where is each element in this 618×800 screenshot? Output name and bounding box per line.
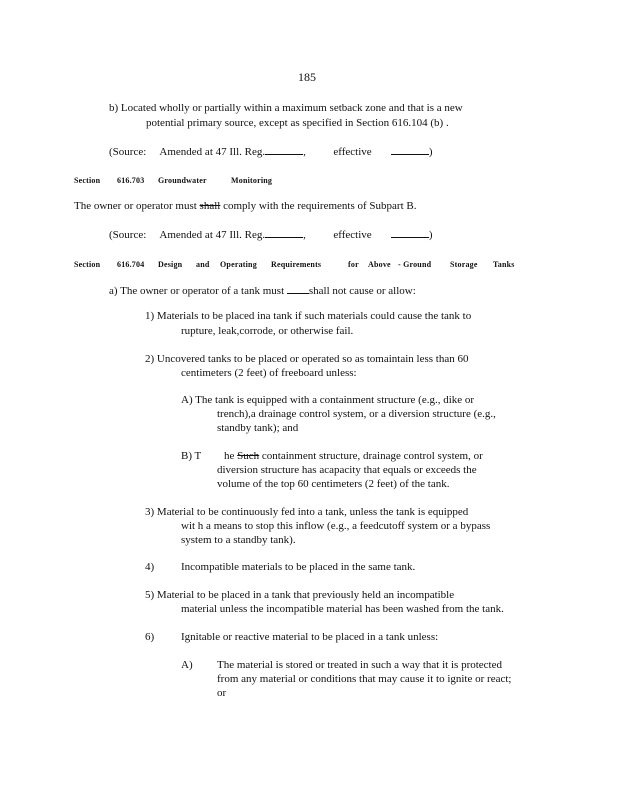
section-704-word-above: Above (368, 260, 391, 269)
source-effective: effective (333, 229, 372, 241)
section-704-word-and: and (196, 260, 210, 269)
effective-date-blank (391, 228, 429, 238)
section-704-word-operating: Operating (220, 260, 257, 269)
section-703-heading (74, 174, 100, 187)
item-4-text: Incompatible materials to be placed in the same tank. (181, 561, 416, 573)
item-5-line-2: material unless the incompatible material has been washed from the tank. (181, 603, 504, 615)
source-close: ) (428, 229, 433, 241)
effective-date-blank (391, 145, 429, 155)
source-label: (Source: (109, 229, 147, 241)
page-number: 185 (298, 70, 316, 84)
item-2-line-2: centimeters (2 feet) of freeboard unless: (181, 367, 357, 379)
source-amended: Amended at 47 Ill. Reg. (159, 229, 266, 241)
register-page-blank (265, 145, 303, 155)
insertion-blank (287, 284, 309, 294)
item-a-post: shall not cause or allow: (308, 285, 416, 297)
item-3-line-2: wit h a means to stop this inflow (e.g., a feedcutoff system or a bypass (181, 520, 491, 532)
section-703-text-pre: The owner or operator must (74, 200, 200, 212)
item-2a-line-1: A) The tank is equipped with a containment structure (e.g., dike or (181, 394, 475, 406)
item-2b-line-2: diversion structure has acapacity that equals or exceeds the (217, 464, 477, 476)
struck-word: shall (199, 200, 221, 212)
source-effective: effective (333, 146, 372, 158)
source-note-1 (109, 145, 433, 159)
section-703-text (74, 200, 416, 213)
source-note-2 (109, 228, 433, 242)
struck-word: Such (237, 450, 260, 462)
item-2b-line-1 (224, 450, 483, 463)
item-b-line-2: potential primary source, except as specified in Section 616.104 (b) . (146, 117, 449, 129)
item-1-line-1: 1) Materials to be placed ina tank if such materials could cause the tank to (145, 310, 472, 322)
source-amended: Amended at 47 Ill. Reg. (159, 146, 266, 158)
section-704-label: Section (74, 260, 101, 269)
section-704-word-requirements: Requirements (271, 260, 322, 269)
item-4-label: 4) (145, 561, 155, 573)
item-3-line-3: system to a standby tank). (181, 534, 296, 546)
item-2b-he: he (224, 450, 238, 462)
item-3-line-1: 3) Material to be continuously fed into a tank, unless the tank is equipped (145, 506, 469, 518)
section-704-word-design: Design (158, 260, 183, 269)
item-2b-line-1-rest: containment structure, drainage control system, or (259, 450, 483, 462)
item-2a-line-3: standby tank); and (217, 422, 299, 434)
section-704-word-storage: Storage (450, 260, 478, 269)
item-2-line-1: 2) Uncovered tanks to be placed or operated so as tomaintain less than 60 (145, 353, 469, 365)
item-6-text: Ignitable or reactive material to be placed in a tank unless: (181, 631, 439, 643)
item-6a-line-2: from any material or conditions that may cause it to ignite or react; (217, 673, 512, 685)
item-a-pre: a) The owner or operator of a tank must (109, 285, 285, 297)
item-a (109, 284, 416, 298)
source-comma: , (303, 229, 306, 241)
item-6a-label: A) (181, 659, 193, 671)
source-comma: , (303, 146, 306, 158)
section-703-title-2: Monitoring (231, 176, 273, 185)
section-703-number: 616.703 (117, 176, 145, 185)
section-703-title-1: Groundwater (158, 176, 207, 185)
item-b-line-1: b) Located wholly or partially within a maximum setback zone and that is a new (109, 102, 463, 114)
source-close: ) (428, 146, 433, 158)
section-704-word-ground: - Ground (398, 260, 432, 269)
item-2a-line-2: trench),a drainage control system, or a diversion structure (e.g., (217, 408, 496, 420)
item-6a-line-1: The material is stored or treated in such a way that it is protected (217, 659, 502, 671)
section-703-text-post: comply with the requirements of Subpart B. (220, 200, 417, 212)
item-2b-label: B) T (181, 450, 202, 462)
register-page-blank (265, 228, 303, 238)
section-label: Section (74, 176, 101, 185)
item-2b-line-3: volume of the top 60 centimeters (2 feet) of the tank. (217, 478, 450, 490)
item-6-label: 6) (145, 631, 155, 643)
section-704-number: 616.704 (117, 260, 145, 269)
item-5-line-1: 5) Material to be placed in a tank that previously held an incompatible (145, 589, 455, 601)
section-704-word-for: for (348, 260, 359, 269)
item-6a-line-3: or (217, 687, 227, 699)
item-1-line-2: rupture, leak,corrode, or otherwise fail. (181, 325, 354, 337)
source-label: (Source: (109, 146, 147, 158)
section-704-word-tanks: Tanks (493, 260, 515, 269)
